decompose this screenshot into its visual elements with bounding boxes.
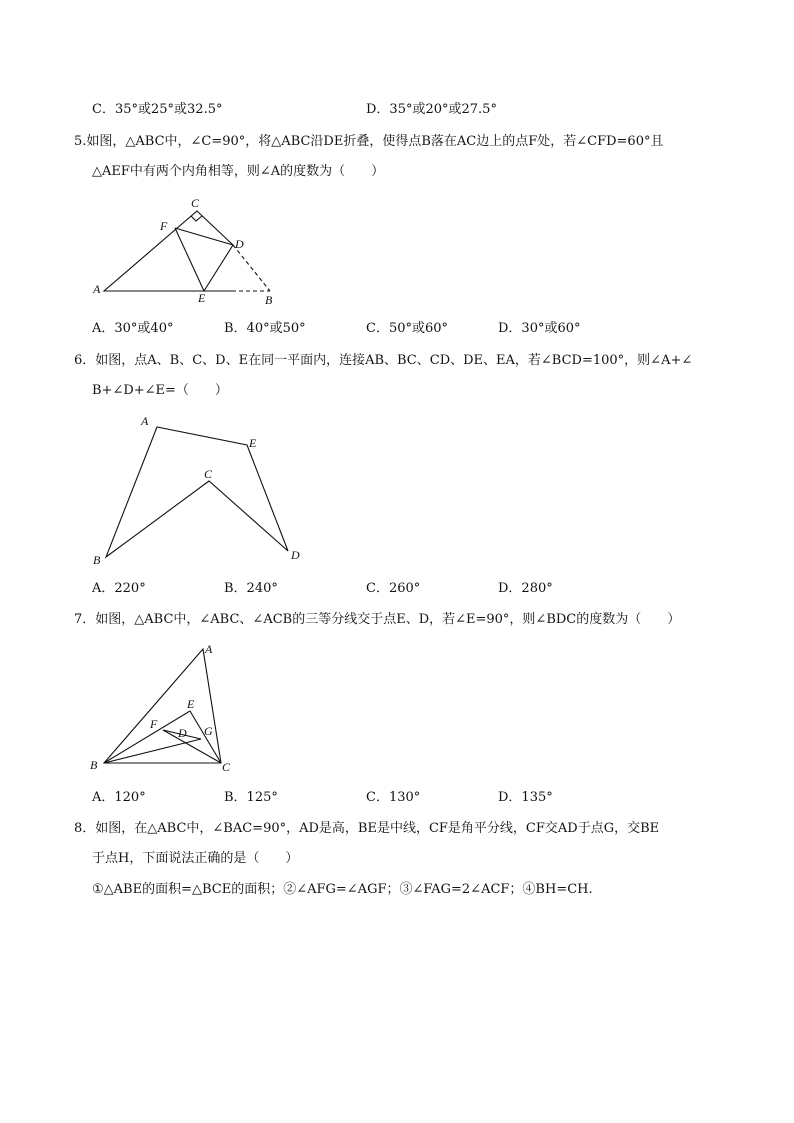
q8-question-line2: 于点H，下面说法正确的是（ ） [92, 851, 299, 866]
q7-label-f: F [150, 717, 158, 731]
q7-question-line1: 7．如图，△ABC中，∠ABC、∠ACB的三等分线交于点E、D，若∠E=90°，则∠BDC的度数为（ ） [74, 612, 681, 627]
q5-option-b: B．40°或50° [224, 321, 306, 336]
q5-label-c: C [191, 196, 200, 210]
q6-option-a: A．220° [92, 581, 146, 596]
q5-label-f: F [160, 219, 168, 233]
q7-label-c: C [222, 760, 231, 774]
q6-question-line1: 6．如图，点A、B、C、D、E在同一平面内，连接AB、BC、CD、DE、EA，若∠BCD=100°，则∠A+∠ [74, 353, 693, 368]
q4-option-c: C．35°或25°或32.5° [92, 102, 223, 117]
q6-option-d: D．280° [498, 581, 553, 596]
q7-label-a: A [205, 642, 213, 656]
q6-label-a: A [141, 414, 149, 428]
q5-option-d: D．30°或60° [498, 321, 581, 336]
q7-segment-bd [104, 739, 201, 763]
q4-option-d: D．35°或20°或27.5° [366, 102, 497, 117]
q7-label-b: B [90, 758, 98, 772]
q6-label-b: B [93, 553, 101, 567]
q7-option-b: B．125° [224, 790, 278, 805]
q6-label-d: D [291, 548, 300, 562]
q5-label-b: B [265, 293, 273, 307]
q8-statements: ①△ABE的面积=△BCE的面积；②∠AFG=∠AGF；③∠FAG=2∠ACF；④BH=CH. [92, 882, 593, 897]
q6-label-e: E [249, 436, 257, 450]
q6-question-line2: B+∠D+∠E=（ ） [92, 383, 228, 398]
q7-label-d: D [178, 726, 187, 740]
q7-option-d: D．135° [498, 790, 553, 805]
q7-label-g: G [204, 724, 213, 738]
q7-triangle-abc [104, 649, 221, 763]
q5-label-a: A [93, 282, 101, 296]
q6-option-c: C．260° [366, 581, 421, 596]
q5-option-c: C．50°或60° [366, 321, 449, 336]
q5-question-line1: 5.如图，△ABC中，∠C=90°，将△ABC沿DE折叠，使得点B落在AC边上的点F处，若∠CFD=60°且 [74, 134, 664, 149]
q5-label-e: E [198, 291, 206, 305]
q5-option-a: A．30°或40° [92, 321, 174, 336]
q7-option-c: C．130° [366, 790, 421, 805]
q6-option-b: B．240° [224, 581, 278, 596]
q5-question-line2: △AEF中有两个内角相等，则∠A的度数为（ ） [92, 164, 385, 179]
q8-question-line1: 8．如图，在△ABC中，∠BAC=90°，AD是高，BE是中线，CF是角平分线，CF交AD于点G，交BE [74, 821, 660, 836]
q7-label-e: E [187, 697, 195, 711]
q6-label-c: C [204, 467, 213, 481]
q5-label-d: D [235, 237, 244, 251]
q7-option-a: A．120° [92, 790, 146, 805]
